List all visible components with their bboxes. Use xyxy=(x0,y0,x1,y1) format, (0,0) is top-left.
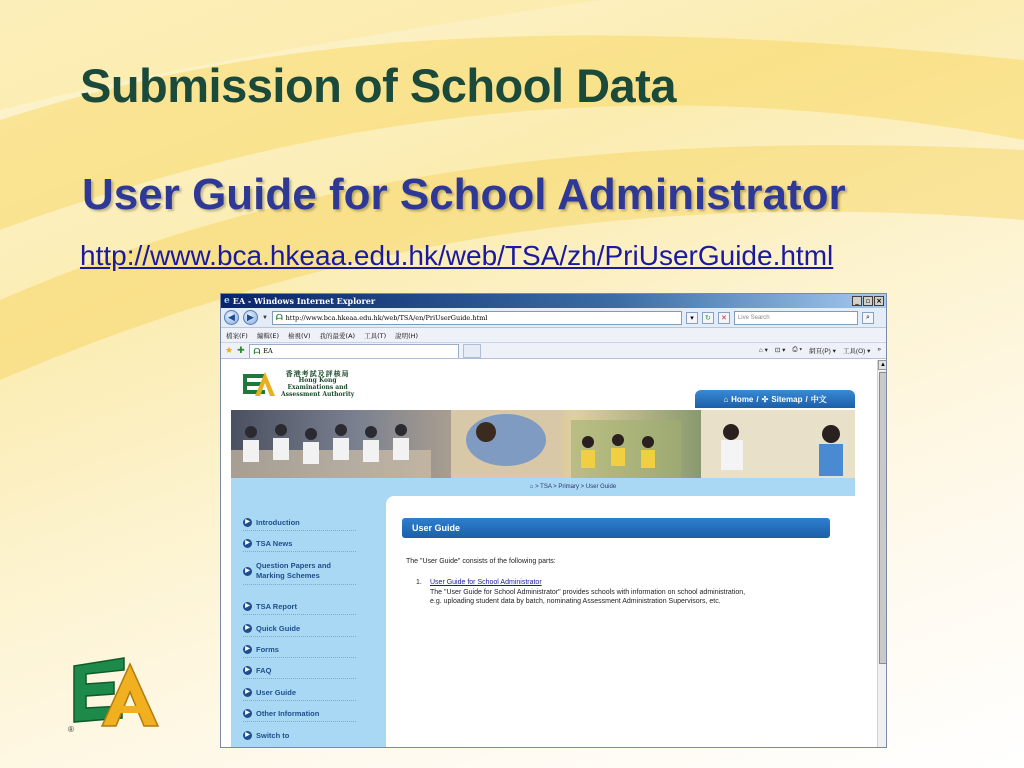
window-title: EA - Windows Internet Explorer xyxy=(232,296,376,306)
menu-bar xyxy=(221,328,886,343)
slide-subtitle: User Guide for School Administrator xyxy=(82,170,846,219)
sidebar-item-label: Introduction xyxy=(256,518,300,527)
arrow-icon: ▶ xyxy=(243,567,252,576)
sidebar-item-question-papers[interactable] xyxy=(243,561,356,585)
svg-text:®: ® xyxy=(68,725,74,734)
arrow-icon: ▶ xyxy=(243,709,252,718)
user-guide-intro: The "User Guide" consists of the following parts: xyxy=(406,558,556,565)
page-command[interactable]: 網頁(P) ▾ xyxy=(809,348,836,355)
sidebar-nav xyxy=(231,496,386,748)
slide-title: Submission of School Data xyxy=(80,59,676,112)
top-navigation xyxy=(695,390,855,408)
page-viewport xyxy=(221,360,887,748)
org-name-en-2: Examinations and xyxy=(287,384,348,391)
sidebar-item-other-information[interactable] xyxy=(243,709,356,722)
home-icon: ⌂ xyxy=(723,394,729,404)
add-favorite-icon[interactable]: ✚ xyxy=(237,345,245,355)
user-guide-list xyxy=(416,578,830,607)
minimize-button[interactable]: _ xyxy=(852,296,862,306)
hkeaa-logo[interactable] xyxy=(241,368,281,400)
arrow-icon: ▶ xyxy=(243,602,252,611)
stop-icon[interactable]: ✕ xyxy=(718,312,730,324)
arrow-icon: ▶ xyxy=(243,539,252,548)
sidebar-item-label: TSA Report xyxy=(256,602,297,611)
sidebar-item-label: Other Information xyxy=(256,709,320,718)
user-guide-url-link[interactable]: http://www.bca.hkeaa.edu.hk/web/TSA/zh/PriUserGuide.html xyxy=(80,240,834,271)
sidebar-item-label: TSA News xyxy=(256,539,293,548)
list-item xyxy=(430,578,830,607)
hkeaa-website xyxy=(231,360,855,748)
address-bar-row xyxy=(221,308,886,328)
home-icon[interactable]: ⌂ xyxy=(529,484,534,490)
more-commands[interactable]: » xyxy=(877,346,881,353)
breadcrumb-text[interactable]: > TSA > Primary > User Guide xyxy=(535,484,617,490)
feeds-command[interactable]: ⊡ ▾ xyxy=(774,347,786,354)
sidebar-item-label: Question Papers and Marking Schemes xyxy=(256,561,332,580)
list-number: 1. xyxy=(416,579,422,586)
scroll-thumb[interactable] xyxy=(879,372,887,664)
nav-separator: / xyxy=(805,394,808,404)
tab-title: EA xyxy=(263,347,273,355)
forward-button[interactable]: ▶ xyxy=(243,310,258,325)
tools-command[interactable]: 工具(O) ▾ xyxy=(842,348,871,355)
sidebar-item-label: Quick Guide xyxy=(256,624,301,633)
org-name-zh: 香港考試及評核局 xyxy=(285,369,350,378)
arrow-icon: ▶ xyxy=(243,624,252,633)
command-bar xyxy=(759,346,886,355)
menu-tools[interactable]: 工具(T) xyxy=(364,331,387,340)
arrow-icon: ▶ xyxy=(243,731,252,740)
sitemap-icon: ✣ xyxy=(761,394,769,404)
sidebar-item-faq[interactable] xyxy=(243,666,356,679)
breadcrumb xyxy=(231,478,855,496)
menu-file[interactable]: 檔案(F) xyxy=(226,331,248,340)
tab-favicon-icon: ᗩ xyxy=(253,345,261,356)
main-panel xyxy=(386,496,855,748)
menu-view[interactable]: 檢視(V) xyxy=(288,331,311,340)
back-button[interactable]: ◀ xyxy=(224,310,239,325)
list-item-desc-1: The "User Guide for School Administrator" provides schools with information on school administration, xyxy=(430,588,746,596)
arrow-icon: ▶ xyxy=(243,666,252,675)
content-area xyxy=(231,496,855,748)
arrow-icon: ▶ xyxy=(243,645,252,654)
org-name-en-3: Assessment Authority xyxy=(281,391,355,398)
arrow-icon: ▶ xyxy=(243,688,252,697)
address-dropdown-icon[interactable]: ▾ xyxy=(686,312,698,324)
list-item-desc-2: e.g. uploading student data by batch, nominating Assessment Administration Supervisors, etc. xyxy=(430,598,721,605)
ie-icon: e xyxy=(224,296,230,306)
arrow-icon: ▶ xyxy=(243,518,252,527)
org-name-en-1: Hong Kong xyxy=(298,377,337,384)
nav-home[interactable]: Home xyxy=(731,394,754,404)
new-tab-button[interactable] xyxy=(463,344,481,358)
nav-sitemap[interactable]: Sitemap xyxy=(771,394,803,404)
maximize-button[interactable]: ▫ xyxy=(863,296,873,306)
menu-edit[interactable]: 編輯(E) xyxy=(256,331,279,340)
address-text: http://www.bca.hkeaa.edu.hk/web/TSA/en/PriUserGuide.html xyxy=(285,313,488,322)
tab-bar xyxy=(221,343,886,359)
history-dropdown-icon[interactable]: ▼ xyxy=(262,314,268,321)
sidebar-item-user-guide[interactable] xyxy=(243,688,356,701)
browser-window xyxy=(220,293,887,748)
address-field[interactable] xyxy=(272,311,682,325)
window-controls xyxy=(852,296,886,306)
search-input[interactable]: Live Search xyxy=(734,311,858,325)
menu-help[interactable]: 說明(H) xyxy=(395,331,419,340)
sidebar-item-label: Switch to xyxy=(256,731,290,740)
sidebar-item-switch-to[interactable] xyxy=(243,731,356,743)
sidebar-item-quick-guide[interactable] xyxy=(243,624,356,637)
sidebar-item-tsa-report[interactable] xyxy=(243,602,356,615)
user-guide-heading: User Guide xyxy=(402,518,830,538)
refresh-icon[interactable]: ↻ xyxy=(702,312,714,324)
sidebar-item-label: FAQ xyxy=(256,666,272,675)
menu-favorites[interactable]: 我的最愛(A) xyxy=(319,331,356,340)
favorites-star-icon[interactable]: ★ xyxy=(225,345,234,355)
search-icon[interactable]: ⌕ xyxy=(862,312,874,324)
browser-tab[interactable] xyxy=(249,344,459,358)
sidebar-item-label: Forms xyxy=(256,645,279,654)
sidebar-item-introduction[interactable] xyxy=(243,518,356,531)
home-command[interactable]: ⌂ ▾ xyxy=(758,347,768,354)
banner-image xyxy=(231,410,855,478)
vertical-scrollbar[interactable] xyxy=(877,360,887,748)
ea-corner-logo xyxy=(62,656,162,736)
sidebar-item-tsa-news[interactable] xyxy=(243,539,356,552)
nav-chinese[interactable]: 中文 xyxy=(810,394,827,404)
nav-separator: / xyxy=(756,394,759,404)
banner-photo xyxy=(231,410,855,478)
browser-titlebar xyxy=(221,294,886,308)
site-favicon-icon: ᗩ xyxy=(275,312,283,322)
print-command[interactable]: ⎙ ▾ xyxy=(792,346,803,353)
scroll-up-icon[interactable]: ▲ xyxy=(878,360,887,370)
sidebar-item-label: User Guide xyxy=(256,688,297,697)
school-admin-guide-link[interactable]: User Guide for School Administrator xyxy=(430,579,542,586)
close-button[interactable]: × xyxy=(874,296,884,306)
sidebar-item-forms[interactable] xyxy=(243,645,356,658)
org-name xyxy=(281,370,354,398)
site-header xyxy=(231,360,855,410)
